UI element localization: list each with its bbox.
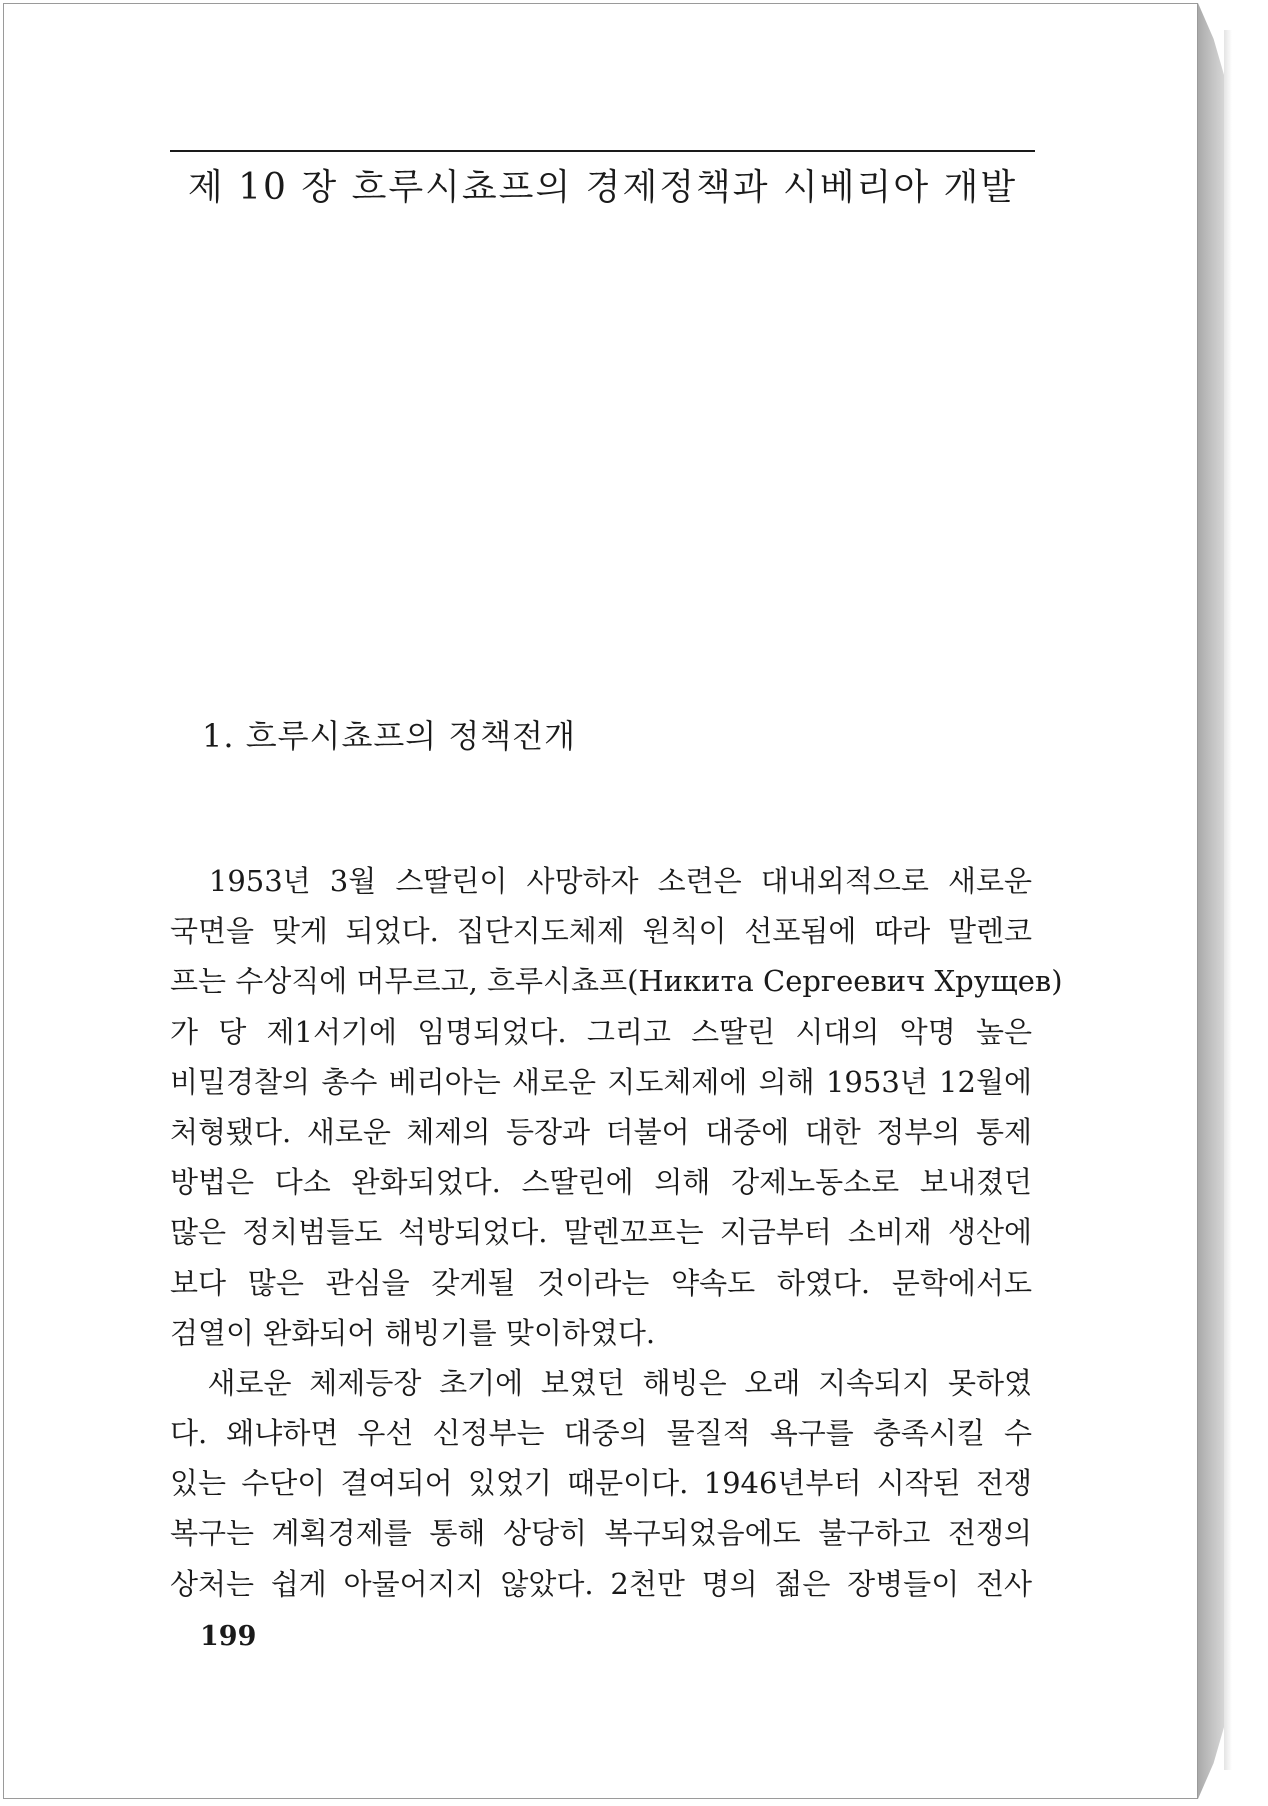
body-line: 복구는 계획경제를 통해 상당히 복구되었음에도 불구하고 전쟁의 [170,1516,1032,1551]
body-line: 처형됐다. 새로운 체제의 등장과 더불어 대중에 대한 정부의 통제 [170,1114,1032,1149]
body-line: 많은 정치범들도 석방되었다. 말렌꼬프는 지금부터 소비재 생산에 [170,1215,1032,1250]
chapter-rule [170,150,1035,152]
body-text [170,856,1063,1609]
body-line: 상처는 쉽게 아물어지지 않았다. 2천만 명의 젊은 장병들이 전사 [170,1566,1032,1601]
body-line: 가 당 제1서기에 임명되었다. 그리고 스딸린 시대의 악명 높은 [170,1014,1032,1049]
page-number: 199 [200,1621,257,1652]
page-stack-edge [1198,3,1224,1799]
body-line: 새로운 체제등장 초기에 보였던 해빙은 오래 지속되지 못하였 [170,1365,1032,1400]
body-line: 국면을 맞게 되었다. 집단지도체제 원칙이 선포됨에 따라 말렌코 [170,914,1032,949]
body-line: 검열이 완화되어 해빙기를 맞이하였다. [170,1315,656,1350]
body-line: 방법은 다소 완화되었다. 스딸린에 의해 강제노동소로 보내졌던 [170,1165,1032,1200]
chapter-title: 제 10 장 흐루시쵸프의 경제정책과 시베리아 개발 [187,167,1018,208]
body-line: 보다 많은 관심을 갖게될 것이라는 약속도 하였다. 문학에서도 [170,1265,1032,1300]
body-line: 1953년 3월 스딸린이 사망하자 소련은 대내외적으로 새로운 [170,864,1032,898]
page-edge-shadow [1224,30,1232,1770]
section-heading: 1. 흐루시쵸프의 정책전개 [202,717,576,755]
body-line: 비밀경찰의 총수 베리아는 새로운 지도체제에 의해 1953년 12월에 [170,1064,1032,1099]
body-line: 프는 수상직에 머무르고, 흐루시쵸프(Никита Сергеевич Хрущев) [170,964,1063,999]
body-line: 있는 수단이 결여되어 있었기 때문이다. 1946년부터 시작된 전쟁 [170,1466,1032,1501]
body-line: 다. 왜냐하면 우선 신정부는 대중의 물질적 욕구를 충족시킬 수 [170,1416,1032,1451]
